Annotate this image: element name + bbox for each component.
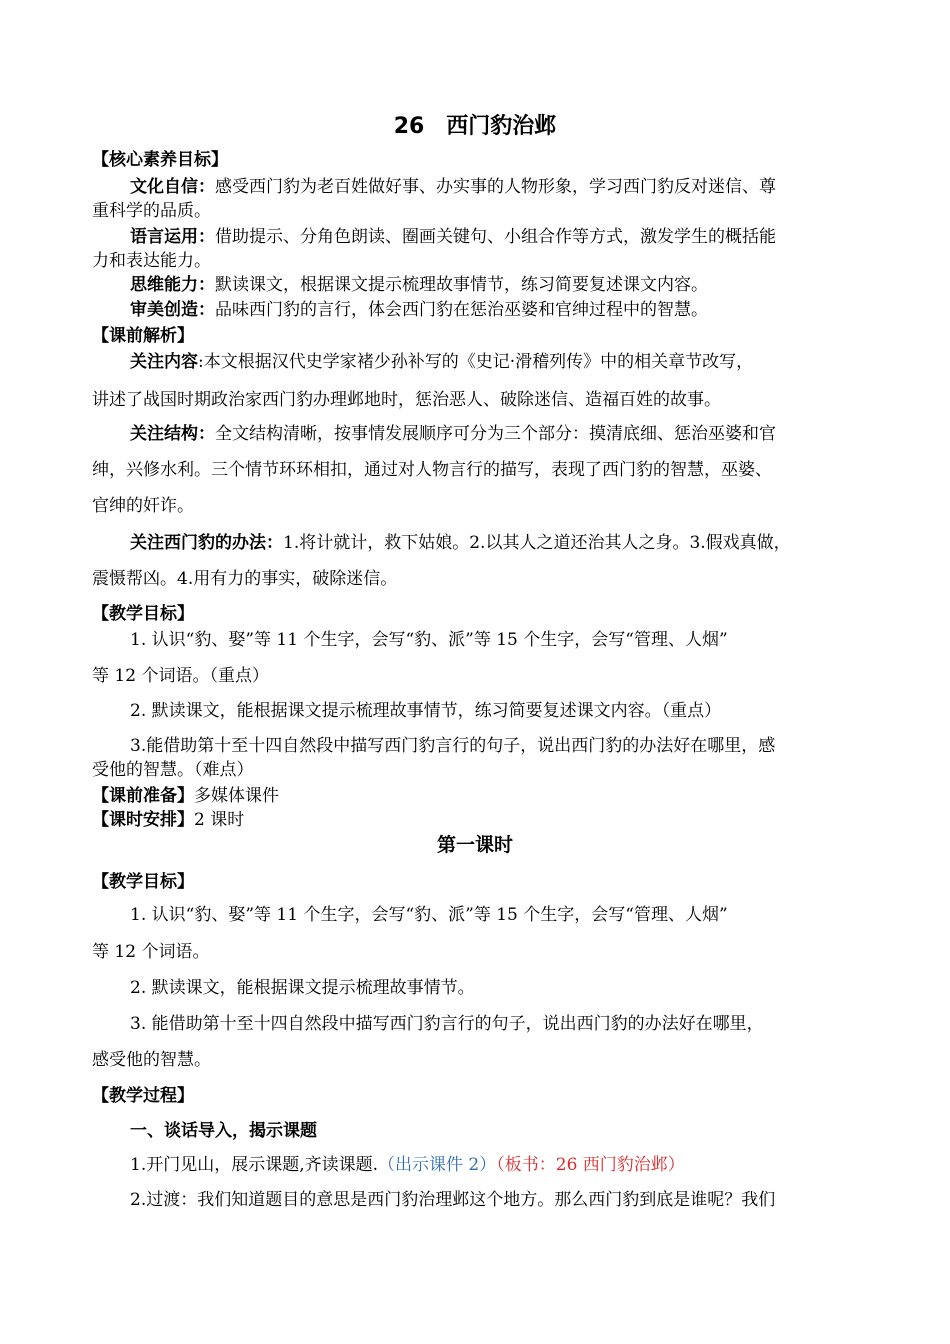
core-goal-aesthetic-text: 品味西门豹的言行，体会西门豹在惩治巫婆和官绅过程中的智慧。 bbox=[215, 300, 708, 320]
step-1-item-1 bbox=[130, 1153, 864, 1177]
analysis-structure-text: 全文结构清晰，按事情发展顺序可分为三个部分：摸清底细、惩治巫婆和官 bbox=[215, 424, 776, 444]
core-goal-culture-text: 感受西门豹为老百姓做好事、办实事的人物形象，学习西门豹反对迷信、尊 bbox=[215, 177, 776, 197]
courseware-note: （出示课件 2） bbox=[378, 1155, 497, 1175]
core-goal-thinking-text: 默读课文，根据课文提示梳理故事情节，练习简要复述课文内容。 bbox=[215, 275, 708, 295]
analysis-structure-label: 关注结构： bbox=[130, 424, 215, 444]
core-goal-culture bbox=[130, 175, 864, 199]
core-goal-culture-cont: 重科学的品质。 bbox=[92, 201, 211, 221]
analysis-method bbox=[130, 531, 864, 555]
schedule-header: 【课时安排】 bbox=[92, 810, 194, 830]
teaching-goal-2: 2. 默读课文，能根据课文提示梳理故事情节，练习简要复述课文内容。（重点） bbox=[130, 701, 722, 721]
analysis-method-label: 关注西门豹的办法： bbox=[130, 533, 283, 553]
lesson-1-goal-2: 2. 默读课文，能根据课文提示梳理故事情节。 bbox=[130, 978, 475, 998]
step-1-title: 一、谈话导入，揭示课题 bbox=[130, 1121, 317, 1141]
analysis-structure bbox=[130, 422, 864, 446]
core-goal-language-text: 借助提示、分角色朗读、圈画关键句、小组合作等方式，激发学生的概括能 bbox=[215, 227, 776, 247]
lesson-1-goal-1: 1. 认识“豹、娶”等 11 个生字，会写“豹、派”等 15 个生字，会写“管理、人烟” bbox=[130, 905, 728, 925]
lesson-1-goal-3: 3. 能借助第十至十四自然段中描写西门豹言行的句子，说出西门豹的办法好在哪里， bbox=[130, 1014, 764, 1034]
core-goal-language-cont: 力和表达能力。 bbox=[92, 251, 211, 271]
core-goal-language bbox=[130, 225, 864, 249]
step-1-item-2: 2.过渡：我们知道题目的意思是西门豹治理邺这个地方。那么西门豹到底是谁呢？我们 bbox=[130, 1190, 776, 1210]
core-goal-thinking bbox=[130, 273, 864, 297]
core-goal-culture-label: 文化自信： bbox=[130, 177, 215, 197]
analysis-header: 【课前解析】 bbox=[92, 326, 194, 346]
core-goals-header: 【核心素养目标】 bbox=[92, 150, 228, 170]
analysis-content-label: 关注内容 bbox=[130, 352, 198, 372]
lesson-1-goal-3-cont: 感受他的智慧。 bbox=[92, 1050, 211, 1070]
teaching-goal-1: 1. 认识“豹、娶”等 11 个生字，会写“豹、派”等 15 个生字，会写“管理、人烟” bbox=[130, 630, 728, 650]
process-header: 【教学过程】 bbox=[92, 1086, 194, 1106]
core-goal-aesthetic-label: 审美创造： bbox=[130, 300, 215, 320]
lesson-1-goals-header: 【教学目标】 bbox=[92, 872, 194, 892]
core-goal-language-label: 语言运用： bbox=[130, 227, 215, 247]
analysis-content bbox=[130, 350, 864, 374]
lesson-1-title: 第一课时 bbox=[436, 834, 513, 856]
teaching-goal-3-cont: 受他的智慧。（难点） bbox=[92, 760, 254, 780]
analysis-method-cont: 震慑帮凶。4.用有力的事实，破除迷信。 bbox=[92, 569, 398, 589]
board-note: （板书：26 西门豹治邺） bbox=[496, 1155, 685, 1175]
teaching-goals-header: 【教学目标】 bbox=[92, 604, 194, 624]
analysis-content-cont: 讲述了战国时期政治家西门豹办理邺地时，惩治恶人、破除迷信、造福百姓的故事。 bbox=[92, 390, 721, 410]
teaching-goal-1-cont: 等 12 个词语。（重点） bbox=[92, 666, 269, 686]
analysis-method-text: 1.将计就计，救下姑娘。2.以其人之道还治其人之身。3.假戏真做， bbox=[283, 533, 791, 553]
teaching-goal-3: 3.能借助第十至十四自然段中描写西门豹言行的句子，说出西门豹的办法好在哪里，感 bbox=[130, 736, 776, 756]
analysis-structure-cont2: 官绅的奸诈。 bbox=[92, 496, 194, 516]
prep-line bbox=[92, 784, 864, 808]
step-1-item-1-text: 1.开门见山，展示课题,齐读课题. bbox=[130, 1155, 379, 1175]
core-goal-aesthetic bbox=[130, 298, 864, 322]
prep-text: 多媒体课件 bbox=[194, 786, 279, 806]
lesson-1-goal-1-cont: 等 12 个词语。 bbox=[92, 942, 210, 962]
document-title: 26 西门豹治邺 bbox=[393, 114, 557, 139]
prep-header: 【课前准备】 bbox=[92, 786, 194, 806]
analysis-structure-cont1: 绅，兴修水利。三个情节环环相扣，通过对人物言行的描写，表现了西门豹的智慧，巫婆、 bbox=[92, 460, 772, 480]
analysis-content-text: :本文根据汉代史学家褚少孙补写的《史记·滑稽列传》中的相关章节改写， bbox=[198, 352, 754, 372]
schedule-text: 2 课时 bbox=[194, 810, 245, 830]
core-goal-thinking-label: 思维能力： bbox=[130, 275, 215, 295]
schedule-line bbox=[92, 808, 864, 832]
